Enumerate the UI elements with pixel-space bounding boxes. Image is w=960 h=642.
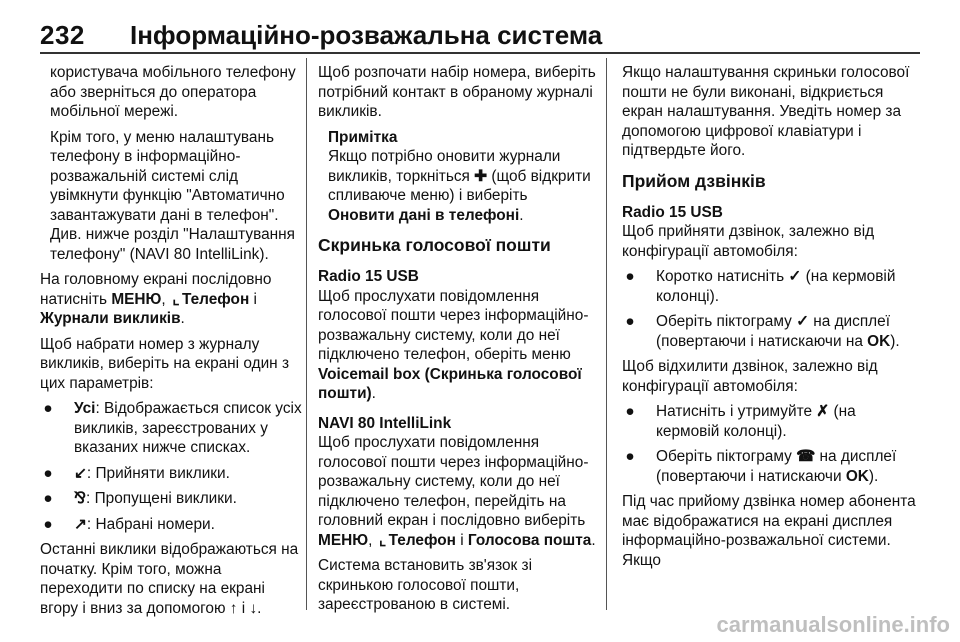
menu-label: МЕНЮ <box>111 290 162 308</box>
paragraph: Щоб набрати номер з журналу викликів, виберіть на екрані один з цих параметрів: <box>40 335 290 392</box>
paragraph: Щоб відхилити дзвінок, залежно від конфігурації автомобіля: <box>622 358 878 395</box>
list-item: ● ↗: Набрані номери. <box>43 515 215 533</box>
paragraph: Крім того, у меню налаштувань телефону в інформаційно-розважальній системі слід увімкнути функцію "Автоматично завантажувати дані в телефон". Див. нижче розділ "Налаштування телефону" (NAVI 80 IntelliLink). <box>50 128 295 263</box>
phone-label: Телефон <box>181 290 250 308</box>
plus-icon: ✚ <box>474 167 488 185</box>
bullet-list <box>622 267 922 351</box>
bullet-list <box>40 399 302 534</box>
hang-up-icon: ☎ <box>796 448 816 465</box>
answer-call-icon: ✓ <box>788 268 802 285</box>
paragraph: Якщо налаштування скриньки голосової пошти не були виконані, відкриється екран налаштування. Уведіть номер за допомогою цифрової клавіатури і підтвердьте його. <box>622 64 910 159</box>
note-heading: Примітка <box>328 128 398 146</box>
column-1 <box>40 63 302 624</box>
phone-icon: ⌞ <box>172 290 180 308</box>
paragraph: користувача мобільного телефону або зверніться до оператора мобільної мережі. <box>50 64 296 120</box>
note-text: Якщо потрібно оновити журнали викликів, торкніться ✚ (щоб відкрити спливаюче меню) і виберіть Оновити дані в телефоні. <box>328 148 591 224</box>
paragraph: Щоб прослухати повідомлення голосової пошти через інформаційно-розважальну систему, коли до неї підключено телефон, перейдіть на головний екран і послідовно виберіть МЕНЮ, ⌞ Телефон і Голосова пошта. <box>318 434 596 549</box>
column-divider-2 <box>606 58 607 610</box>
bullet-list <box>622 402 922 486</box>
paragraph: Щоб розпочати набір номера, виберіть потрібний контакт в обраному журналі викликів. <box>318 64 596 120</box>
watermark: carmanualsonline.info <box>716 612 950 637</box>
paragraph: Щоб прослухати повідомлення голосової пошти через інформаційно-розважальну систему, коли до неї підключено телефон, оберіть меню Voicemail box (Скринька голосової пошти). <box>318 287 589 402</box>
paragraph: Щоб прийняти дзвінок, залежно від конфігурації автомобіля: <box>622 223 875 260</box>
subheading-radio: Radio 15 USB <box>318 268 419 285</box>
answer-call-icon: ✓ <box>796 313 809 330</box>
received-calls-icon: ↙ <box>74 464 87 482</box>
paragraph: Під час прийому дзвінка номер абонента має відображатися на екрані дисплея інформаційно-розважальної системи. Якщо <box>622 493 916 569</box>
missed-calls-icon: ⅋ <box>74 490 87 507</box>
page-title: Інформаційно-розважальна система <box>130 20 603 50</box>
paragraph: Останні виклики відображаються на початку. Крім того, можна переходити по списку на екрані вгору і вниз за допомогою ↑ і ↓. <box>40 541 299 617</box>
section-heading-voicemail: Скринька голосової пошти <box>318 235 551 255</box>
column-2 <box>318 63 596 621</box>
paragraph: Система встановить зв'язок зі скринькою голосової пошти, зареєстрованою в системі. <box>318 557 533 613</box>
list-item: ● Оберіть піктограму ✓ на дисплеї (повертаючи і натискаючи на OK). <box>625 313 900 350</box>
column-3 <box>622 63 922 576</box>
page-header <box>40 20 920 54</box>
subheading-navi: NAVI 80 IntelliLink <box>318 414 452 432</box>
list-item: ● Натисніть і утримуйте ✗ (на кермовій колонці). <box>625 403 856 440</box>
reject-call-icon: ✗ <box>816 403 830 420</box>
list-item: ● Оберіть піктограму ☎ на дисплеї (повертаючи і натискаючи OK). <box>625 448 897 485</box>
call-logs-label: Журнали викликів <box>40 310 181 327</box>
page-number: 232 <box>40 20 85 50</box>
dialled-calls-icon: ↗ <box>74 515 87 533</box>
list-item: ● ⅋: Пропущені виклики. <box>43 490 237 507</box>
list-item: ● ↙: Прийняти виклики. <box>43 464 230 482</box>
section-heading-calls: Прийом дзвінків <box>622 170 766 191</box>
column-divider-1 <box>306 58 307 610</box>
subheading-radio: Radio 15 USB <box>622 203 723 221</box>
phone-icon: ⌞ <box>379 531 387 549</box>
list-item: ● Усі: Відображається список усіх викликів, зареєстрованих у вказаних нижче списках. <box>43 400 302 456</box>
paragraph: На головному екрані послідовно натисніть МЕНЮ, ⌞ Телефон і Журнали викликів. <box>40 271 272 327</box>
list-item: ● Коротко натисніть ✓ (на кермовій колонці). <box>625 268 896 305</box>
header-rule <box>40 52 920 54</box>
